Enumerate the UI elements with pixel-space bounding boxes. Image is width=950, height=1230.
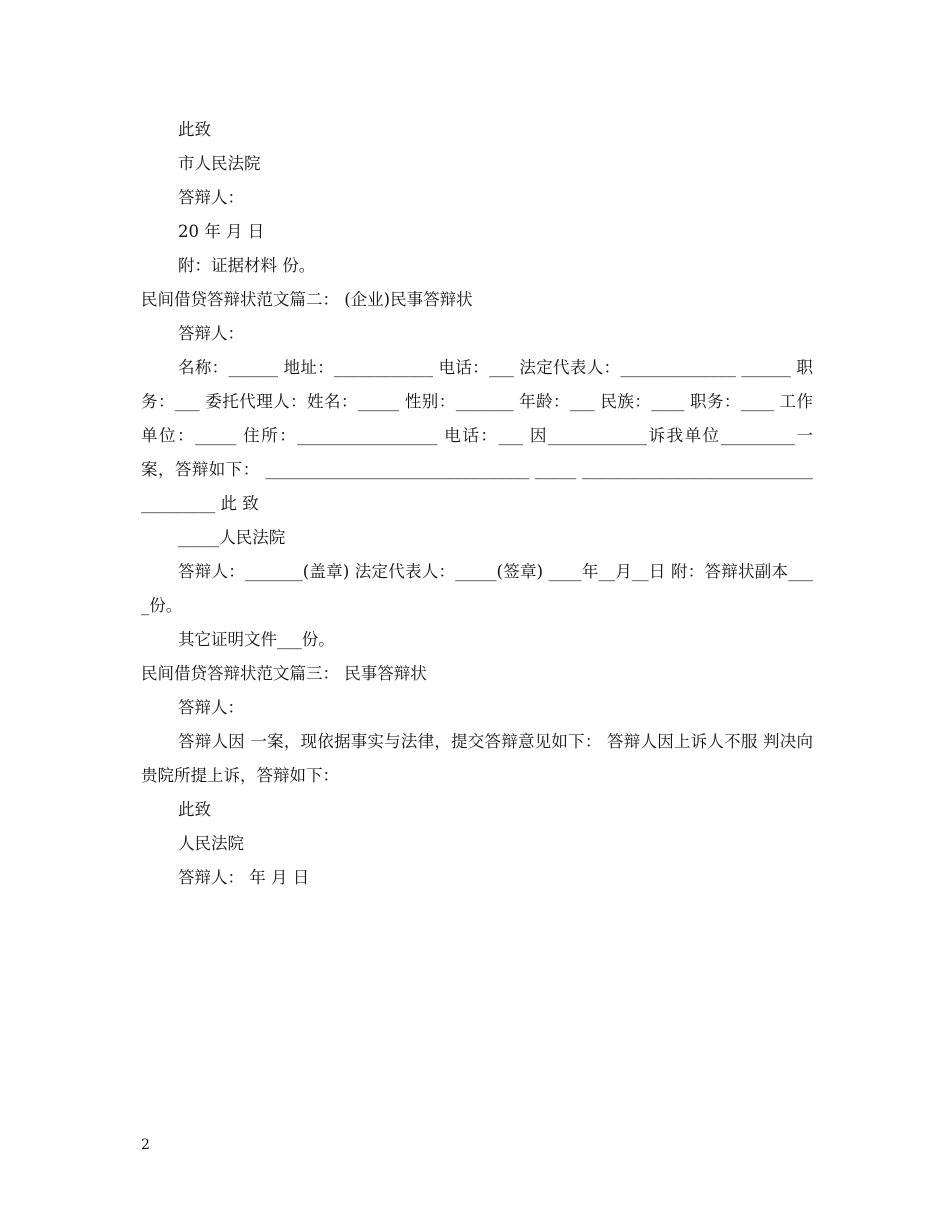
defense-statement: 答辩人因 一案，现依据事实与法律，提交答辩意见如下： 答辩人因上诉人不服 判决向贵院所提上诉，答辩如下： — [141, 732, 813, 785]
respondent-label-2: 答辩人： — [178, 698, 244, 717]
signature-and-attachment: 答辩人：_______(盖章) 法定代表人：_____(签章) ____年__月__日 附：答辩状副本____份。 — [141, 562, 813, 615]
respondent-date-line: 答辩人： 年 月 日 — [178, 868, 310, 887]
closing-salutation: 此致 — [178, 120, 211, 139]
company-info-form: 名称：______ 地址：____________ 电话：___ 法定代表人：______________ ______ 职务：___ 委托代理人：姓名：_____ 性别：_______ 年龄：___ 民族：____ 职务：____ 工作单位：_____ 住所：_________________ 电话：___ 因____________诉我单位_________一案，答辩如下： ________________________________ _____ _____________________________________ 此 致 — [141, 358, 813, 513]
respondent-label: 答辩人： — [178, 324, 244, 343]
section-two-heading: 民间借贷答辩状范文篇二： (企业)民事答辩状 — [141, 290, 473, 309]
section-three-heading: 民间借贷答辩状范文篇三： 民事答辩状 — [141, 664, 427, 683]
document-body — [141, 113, 813, 895]
page-number: 2 — [141, 1137, 150, 1153]
other-documents-line: 其它证明文件___份。 — [178, 630, 335, 649]
court-name: 市人民法院 — [178, 154, 261, 173]
date-line: 20 年 月 日 — [178, 222, 265, 241]
court-name-2: 人民法院 — [178, 834, 244, 853]
closing-salutation-2: 此致 — [178, 800, 211, 819]
court-name-blank: _____人民法院 — [178, 528, 286, 547]
attachment-line: 附：证据材料 份。 — [178, 256, 316, 275]
respondent-signature-label: 答辩人： — [178, 188, 244, 207]
